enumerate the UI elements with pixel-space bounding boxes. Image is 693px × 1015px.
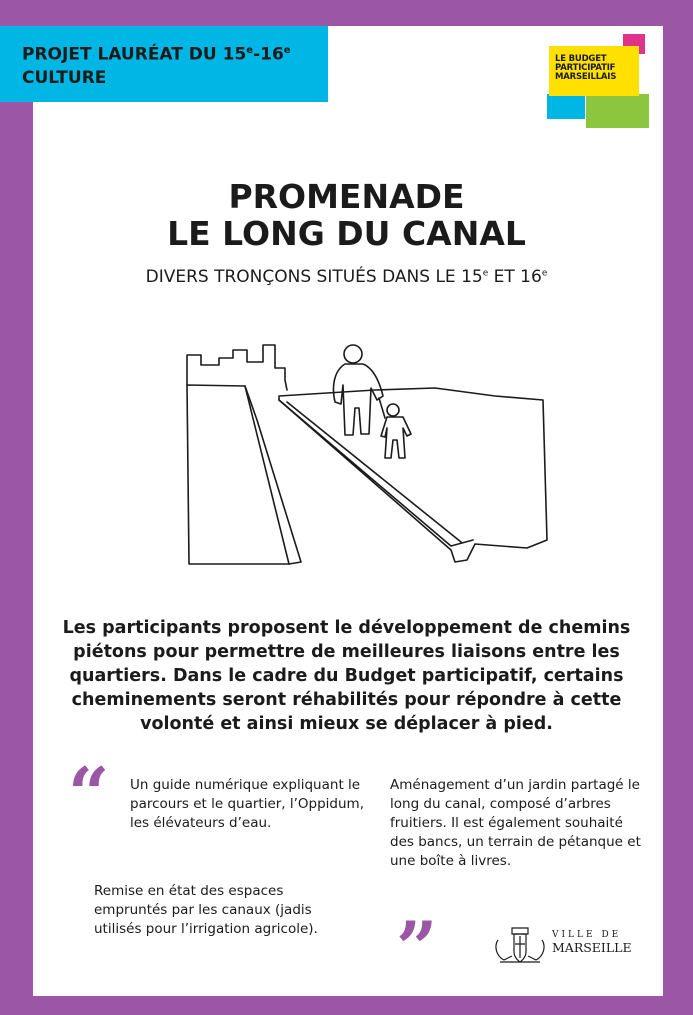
lead-paragraph: Les participants proposent le développement de chemins piétons pour permettre de meilleures liaisons entre les quartiers. Dans le cadre du Budget participatif, certains cheminements seront réhabilités pour répondre à cette volonté et ainsi mieux se déplacer à pied. [62, 618, 631, 734]
marseille-text: MARSEILLE [552, 940, 632, 955]
proposal-restoration: Remise en état des espaces empruntés par les canaux (jadis utilisés pour l’irrigation agricole). [94, 883, 318, 937]
child-head [387, 404, 399, 416]
marseille-coat-of-arms-icon [490, 922, 550, 968]
adult-body [333, 364, 383, 435]
child-body [381, 417, 411, 458]
tag-line-2: CULTURE [22, 67, 107, 88]
ville-de-marseille-logo [490, 922, 640, 968]
holding-hands [379, 398, 385, 418]
ville-de-text: VILLE DE [552, 930, 622, 940]
project-tag [0, 26, 328, 102]
page-title: PROMENADE LE LONG DU CANAL [167, 177, 526, 253]
adult-head [344, 345, 362, 363]
tag-line-1: PROJET LAURÉAT DU 15e-16e [22, 44, 291, 65]
budget-participatif-logo [547, 44, 649, 128]
logo-blue-square [547, 94, 585, 119]
proposal-garden: Aménagement d’un jardin partagé le long du canal, composé d’arbres fruitiers. Il est également souhaité des bancs, un terrain de pétanque et une boîte à livres. [390, 777, 641, 869]
canal-illustration [175, 330, 555, 570]
proposal-guide: Un guide numérique expliquant le parcours et le quartier, l’Oppidum, les élévateurs d’eau. [130, 777, 365, 831]
page-subtitle: DIVERS TRONÇONS SITUÉS DANS LE 15e ET 16e [145, 267, 548, 287]
walkway [279, 388, 547, 562]
logo-green-square [586, 94, 649, 128]
logo-text-block: LE BUDGET PARTICIPATIF MARSEILLAIS [549, 46, 639, 96]
open-quote-mark: “ [68, 751, 110, 836]
walkway-inner [287, 402, 461, 542]
close-quote-mark: ” [396, 905, 438, 990]
skyline-outline [187, 345, 287, 390]
